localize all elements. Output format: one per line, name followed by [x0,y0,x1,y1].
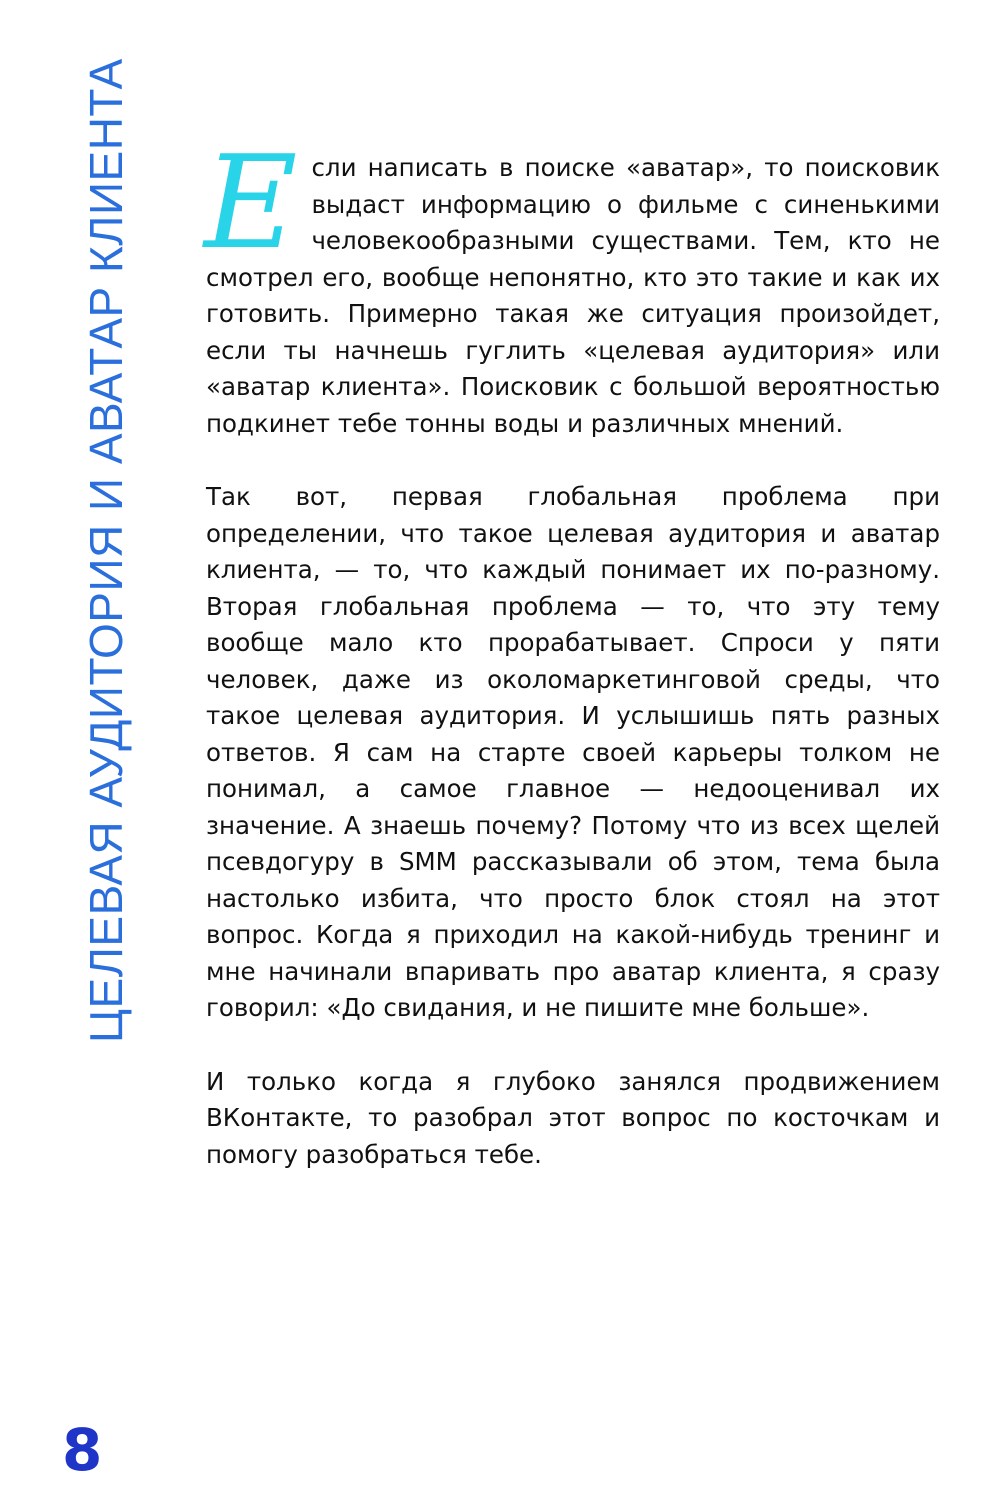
paragraph-2: Так вот, первая глобальная проблема при определении, что такое целевая аудитория и аватар клиента, — то, что каждый понимает их по-разному. Вторая глобальная проблема — то, что эту тему вообще мало кто прорабатывает. Спроси у пяти человек, даже из околомаркетинговой среды, что такое целевая аудитория. И услышишь пять разных ответов. Я сам на старте своей карьеры толком не понимал, а самое главное — недооценивал их значение. А знаешь почему? Потому что из всех щелей псевдогуру в SMM рассказывали об этом, тема была настолько избита, что просто блок стоял на этот вопрос. Когда я приходил на какой-нибудь тренинг и мне начинали впаривать про аватар клиента, я сразу говорил: «До свидания, и не пишите мне больше». [206,482,940,1022]
page-body [204,129,940,1173]
chapter-side-title: ЦЕЛЕВАЯ АУДИТОРИЯ И АВАТАР КЛИЕНТА [80,58,132,1043]
paragraph-1-text: сли написать в поиске «аватар», то поисковик выдаст информацию о фильме с синенькими человекообразными существами. Тем, кто не смотрел его, вообще непонятно, кто это такие и как их готовить. Примерно такая же ситуация произойдет, если ты начнешь гуглить «целевая аудитория» или «аватар клиента». Поисковик с большой вероятностью подкинет тебе тонны воды и различных мнений. [206,153,940,438]
page-number: 8 [62,1416,103,1484]
paragraph-1 [204,129,940,442]
paragraph-3: И только когда я глубоко занялся продвижением ВКонтакте, то разобрал этот вопрос по косточкам и помогу разобраться тебе. [206,1066,940,1169]
drop-cap: Е [204,129,298,278]
